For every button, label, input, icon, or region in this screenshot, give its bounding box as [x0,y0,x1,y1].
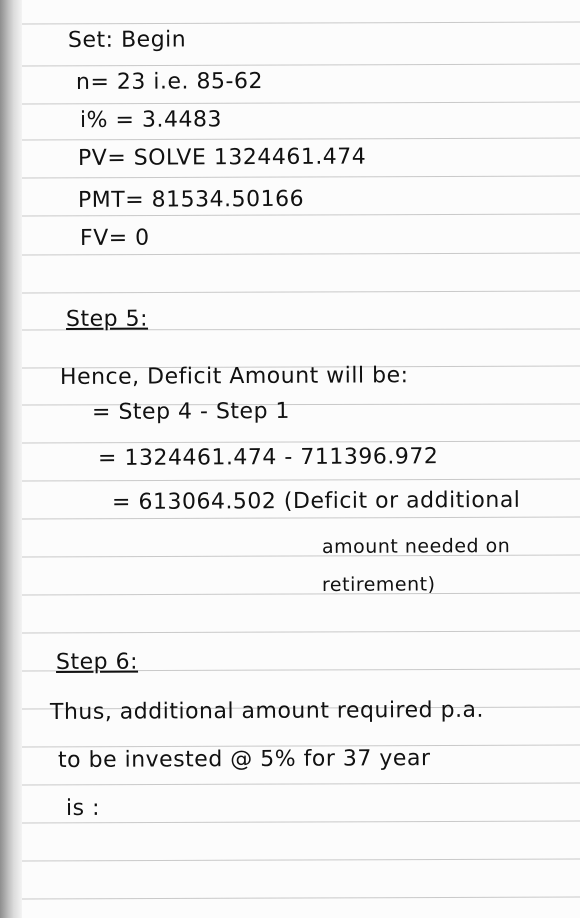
result-continuation-2: retirement) [321,573,436,596]
subtraction-line: = 1324461.474 - 711396.972 [97,444,439,471]
result-continuation-1: amount needed on [321,535,511,558]
result-line: = 613064.502 (Deficit or additional [111,487,521,515]
deficit-intro-line: Hence, Deficit Amount will be: [59,363,409,390]
is-line: is : [65,795,101,821]
set-begin-line: Set: Begin [67,27,187,53]
thus-line: Thus, additional amount required p.a. [49,697,485,725]
pmt-line: PMT= 81534.50166 [77,186,305,213]
interest-rate-line: i% = 3.4483 [79,107,222,133]
invested-line: to be invested @ 5% for 37 year [57,746,431,773]
step-difference-line: = Step 4 - Step 1 [91,398,291,425]
pv-line: PV= SOLVE 1324461.474 [77,144,367,171]
step5-heading: Step 5: [65,306,149,332]
step6-heading: Step 6: [55,649,139,675]
n-line: n= 23 i.e. 85-62 [75,69,263,95]
fv-line: FV= 0 [79,225,150,251]
